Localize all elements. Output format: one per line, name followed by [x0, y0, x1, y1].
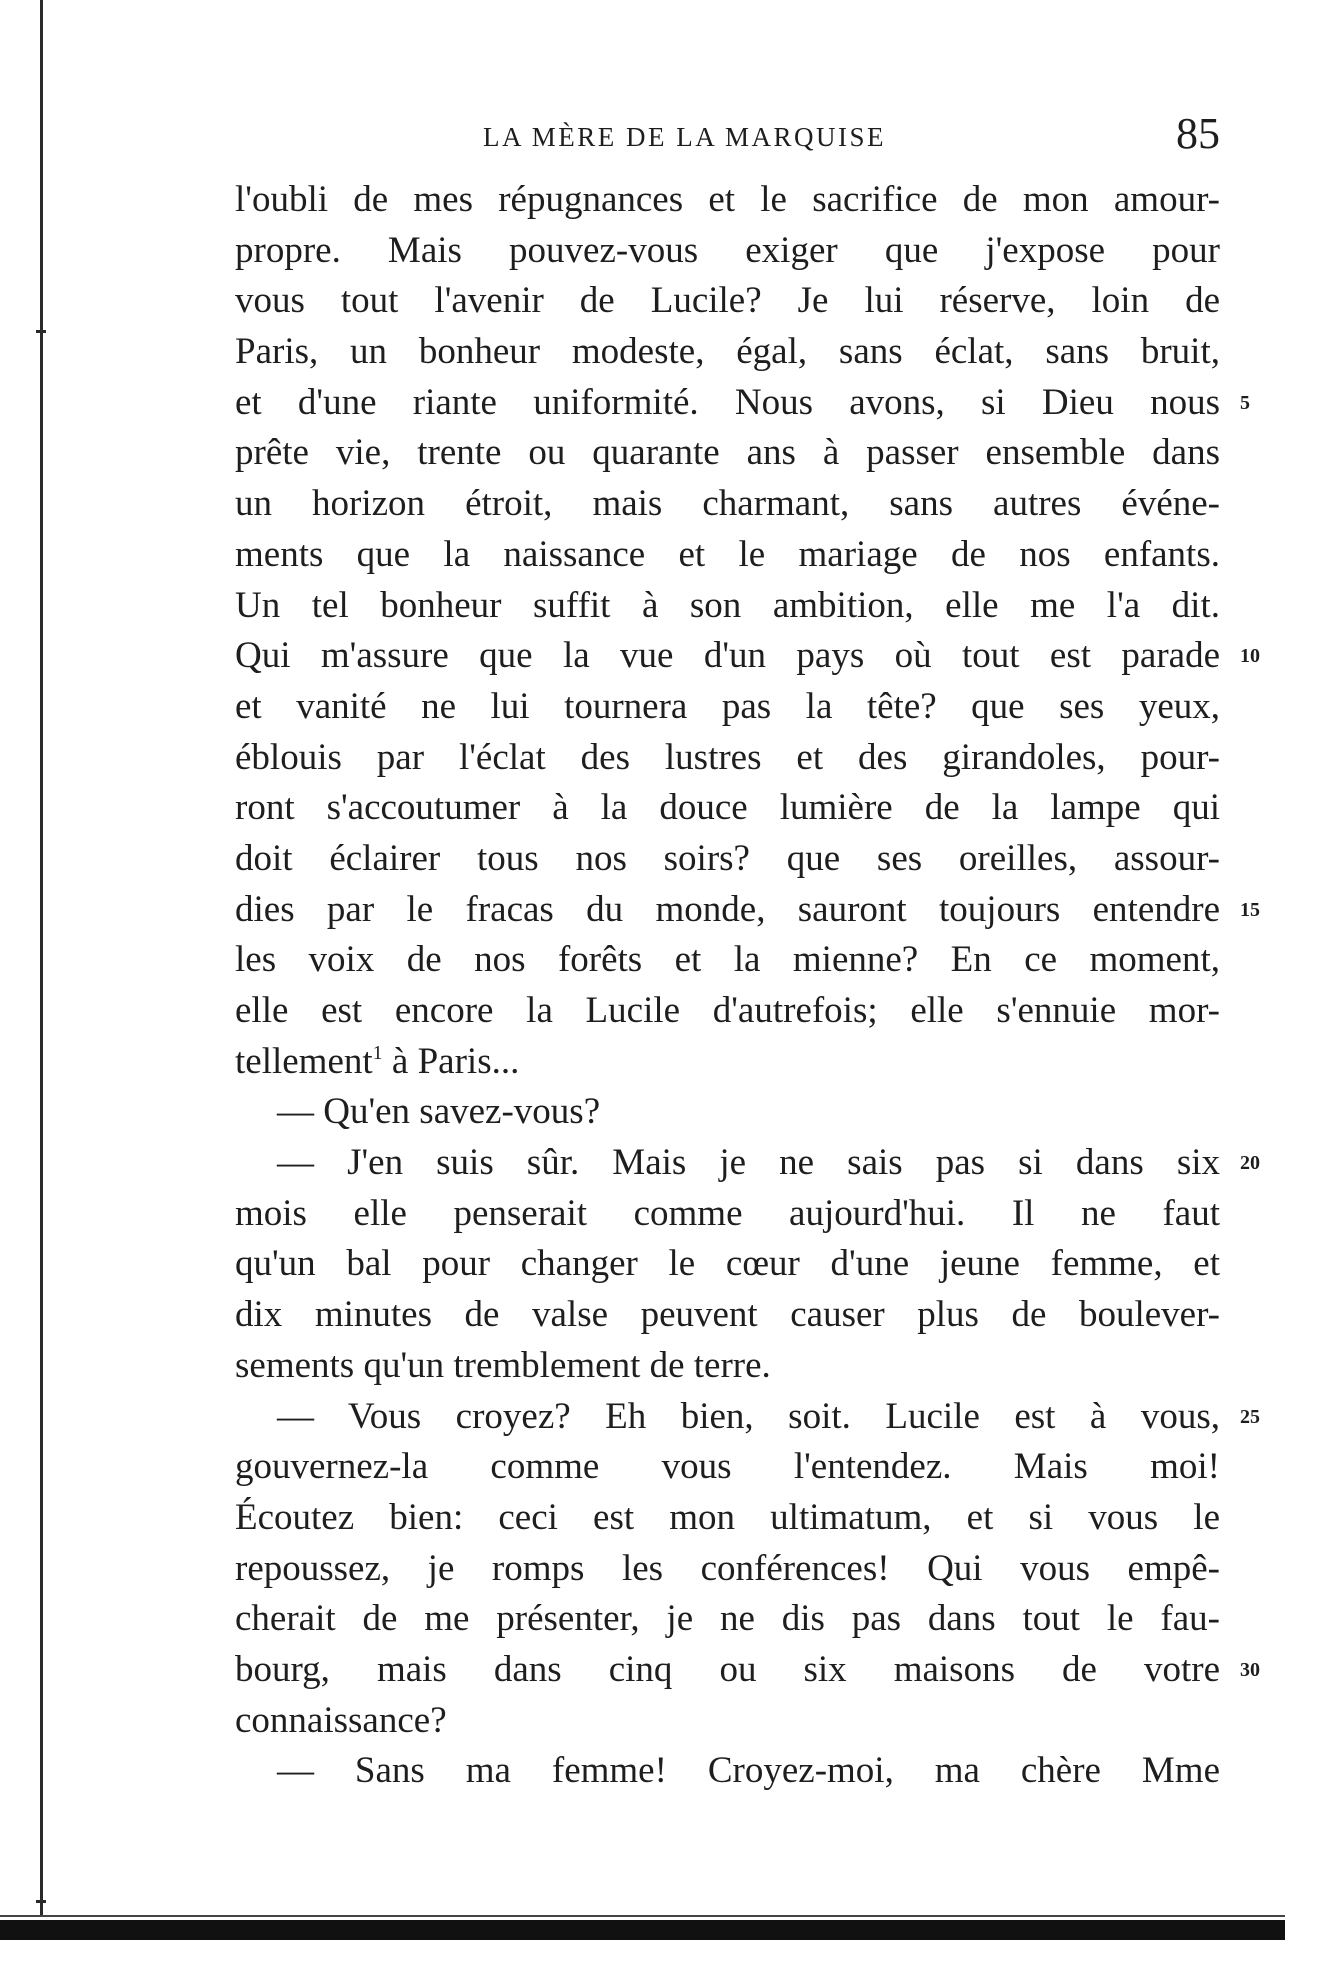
- line-text-main: — Vous croyez? Eh bien, soit. Lucile est à vous,: [277, 1395, 1220, 1437]
- line-text: [235, 1544, 1220, 1595]
- line-text-main: — J'en suis sûr. Mais je ne sais pas si dans six: [277, 1142, 1220, 1184]
- line-text-main: mois elle penserait comme aujourd'hui. Il ne faut: [235, 1192, 1220, 1234]
- line-text-main: Écoutez bien: ceci est mon ultimatum, et si vous le: [235, 1496, 1220, 1538]
- line-text: [235, 834, 1220, 885]
- binding-mark: [36, 330, 46, 333]
- line-text-main: dix minutes de valse peuvent causer plus de boulever-: [235, 1294, 1220, 1336]
- text-line: [235, 631, 1260, 682]
- line-text-main: l'oubli de mes répugnances et le sacrifice de mon amour-: [235, 179, 1220, 220]
- text-line: [235, 1696, 1220, 1747]
- line-text-main: les voix de nos forêts et la mienne? En ce moment,: [235, 939, 1220, 981]
- line-text: [235, 1037, 1220, 1088]
- line-text: [235, 986, 1220, 1037]
- line-text-main: Qui m'assure que la vue d'un pays où tout est parade: [235, 635, 1220, 677]
- line-text: [235, 885, 1220, 936]
- line-text-main: et d'une riante uniformité. Nous avons, si Dieu nous: [235, 381, 1220, 423]
- page-number: 85: [1176, 109, 1220, 158]
- text-line: [235, 986, 1220, 1037]
- line-text: [235, 175, 1220, 226]
- text-line: [235, 1645, 1260, 1696]
- text-line: [235, 885, 1260, 936]
- line-text-main: ments que la naissance et le mariage de nos enfants.: [235, 533, 1220, 575]
- line-text-main: qu'un bal pour changer le cœur d'une jeune femme, et: [235, 1243, 1220, 1285]
- text-line: [235, 1037, 1220, 1088]
- binding-mark: [36, 1900, 46, 1903]
- text-line: [235, 1392, 1260, 1443]
- line-text-main: Paris, un bonheur modeste, égal, sans éclat, sans bruit,: [235, 331, 1220, 373]
- line-text-main: éblouis par l'éclat des lustres et des girandoles, pour-: [235, 736, 1220, 778]
- text-line: [235, 479, 1220, 530]
- line-text: [235, 479, 1220, 530]
- text-line: [235, 1087, 1220, 1138]
- line-text: [235, 1645, 1220, 1696]
- line-text: [235, 1290, 1220, 1341]
- line-text: [235, 530, 1220, 581]
- line-text-main: vous tout l'avenir de Lucile? Je lui réserve, loin de: [235, 280, 1220, 322]
- line-text-main: connaissance?: [235, 1699, 447, 1741]
- line-text: [235, 1493, 1220, 1544]
- line-text-main: gouvernez-la comme vous l'entendez. Mais moi!: [235, 1446, 1220, 1488]
- text-line: [235, 1341, 1220, 1392]
- line-text-main: cherait de me présenter, je ne dis pas dans tout le fau-: [235, 1598, 1220, 1640]
- text-line: [235, 175, 1220, 226]
- line-text-main: prête vie, trente ou quarante ans à passer ensemble dans: [235, 432, 1220, 474]
- line-text: [235, 783, 1220, 834]
- line-text-main: Un tel bonheur suffit à son ambition, elle me l'a dit.: [235, 584, 1220, 626]
- line-text: [235, 1442, 1220, 1493]
- text-line: [235, 1138, 1260, 1189]
- text-line: [235, 834, 1220, 885]
- line-text-main: dies par le fracas du monde, sauront toujours entendre: [235, 888, 1220, 930]
- text-line: [235, 1594, 1220, 1645]
- text-line: [235, 1442, 1220, 1493]
- line-text: [235, 631, 1220, 682]
- line-text: [235, 378, 1220, 429]
- line-text: [235, 1341, 1220, 1392]
- line-number: 20: [1240, 1152, 1260, 1175]
- line-number: 5: [1240, 391, 1250, 414]
- line-text-main: tellement: [235, 1040, 373, 1082]
- text-line: [235, 378, 1250, 429]
- line-text-main: doit éclairer tous nos soirs? que ses oreilles, assour-: [235, 837, 1220, 879]
- text-line: [235, 1493, 1220, 1544]
- line-text-main: — Qu'en savez-vous?: [277, 1091, 601, 1133]
- line-number: 25: [1240, 1405, 1260, 1428]
- text-line: [235, 783, 1220, 834]
- text-line: [235, 428, 1220, 479]
- page-bottom-rule: [0, 1915, 1285, 1917]
- line-number: 10: [1240, 645, 1260, 668]
- text-line: [235, 226, 1220, 277]
- text-line: [235, 1544, 1220, 1595]
- line-text-main: un horizon étroit, mais charmant, sans autres événe-: [235, 483, 1220, 525]
- line-text: [235, 1239, 1220, 1290]
- line-text: [235, 733, 1220, 784]
- line-number: 15: [1240, 898, 1260, 921]
- line-text: [235, 1746, 1220, 1797]
- line-number: 30: [1240, 1658, 1260, 1681]
- text-line: [235, 1189, 1220, 1240]
- line-text: [235, 1087, 1220, 1138]
- line-text: [235, 1189, 1220, 1240]
- line-text-main: et vanité ne lui tournera pas la tête? que ses yeux,: [235, 685, 1220, 727]
- line-text-main: propre. Mais pouvez-vous exiger que j'expose pour: [235, 229, 1220, 271]
- text-line: [235, 1746, 1220, 1797]
- text-line: [235, 276, 1220, 327]
- text-line: [235, 733, 1220, 784]
- text-line: [235, 935, 1220, 986]
- text-line: [235, 530, 1220, 581]
- line-text-main: — Sans ma femme! Croyez-moi, ma chère Mme: [277, 1750, 1220, 1792]
- line-text: [235, 428, 1220, 479]
- line-text: [235, 276, 1220, 327]
- page-bottom-edge: [0, 1920, 1285, 1940]
- line-text: [235, 1696, 1220, 1747]
- line-text: [235, 327, 1220, 378]
- line-text: [235, 682, 1220, 733]
- line-text: [235, 581, 1220, 632]
- running-title: LA MÈRE DE LA MARQUISE: [483, 122, 887, 152]
- line-text-main: bourg, mais dans cinq ou six maisons de votre: [235, 1648, 1220, 1690]
- line-text-main: ront s'accoutumer à la douce lumière de la lampe qui: [235, 787, 1220, 829]
- text-line: [235, 1239, 1220, 1290]
- binding-edge: [40, 0, 43, 1915]
- line-text-main: repoussez, je romps les conférences! Qui vous empê-: [235, 1547, 1220, 1589]
- line-text: [235, 1594, 1220, 1645]
- line-text: [235, 1138, 1220, 1189]
- text-line: [235, 1290, 1220, 1341]
- line-text: [235, 935, 1220, 986]
- text-line: [235, 581, 1220, 632]
- line-text: [235, 1392, 1220, 1443]
- line-text-main: sements qu'un tremblement de terre.: [235, 1344, 771, 1386]
- page-header: [235, 108, 1220, 168]
- text-line: [235, 682, 1220, 733]
- line-text: [235, 226, 1220, 277]
- line-text-main: elle est encore la Lucile d'autrefois; elle s'ennuie mor-: [235, 990, 1220, 1031]
- text-line: [235, 327, 1220, 378]
- line-text-continuation: à Paris...: [382, 1040, 520, 1082]
- footnote-marker: 1: [372, 1041, 383, 1064]
- body-text: [235, 175, 1260, 1797]
